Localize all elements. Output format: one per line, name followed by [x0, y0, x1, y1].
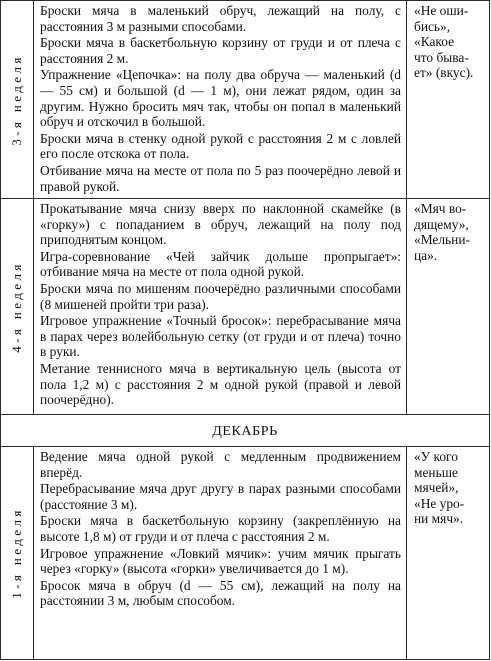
exercise-item: Игра-соревнование «Чей зайчик дольше пропрыгает»: отбивание мяча на месте от пола одной рукой.: [40, 248, 401, 280]
week-cell: [1, 447, 34, 660]
exercises-cell: [34, 199, 407, 415]
week-cell: [1, 1, 34, 199]
exercise-item: Броски мяча в баскетбольную корзину (закреплённую на высоте 1,8 м) от груди и от плеча с расстояния 2 м.: [40, 513, 401, 544]
games-cell: [407, 199, 490, 415]
exercise-item: Броски мяча в стенку одной рукой с расстояния 2 м с ловлей его после отскока от пола.: [40, 130, 401, 162]
exercise-item: Ведение мяча одной рукой с медленным продвижением вперёд.: [40, 449, 401, 480]
exercise-item: Упражнение «Цепочка»: на полу два обруча — маленький (d — 55 см) и большой (d — 1 м), они лежат рядом, один за другим. Нужно бросить мяч так, чтобы он попал в маленький обруч и отскочил в большой.: [40, 67, 401, 130]
games-cell: [407, 447, 490, 660]
table-row: [1, 199, 490, 415]
week-label: 3-я неделя: [9, 53, 24, 146]
exercise-item: Метание теннисного мяча в вертикальную цель (высота от пола 1,2 м) с расстояния 2 м одной рукой (правой и левой поочерёдно).: [40, 360, 401, 408]
exercise-item: Перебрасывание мяча друг другу в парах разными способами (расстояние 3 м).: [40, 481, 401, 512]
exercise-item: Отбивание мяча на месте от пола по 5 раз поочерёдно левой и правой рукой.: [40, 162, 401, 194]
exercise-item: Броски мяча в баскетбольную корзину от груди и от плеча с расстояния 2 м.: [40, 35, 401, 66]
games-text: «Мяч во- дящему», «Мельни- ца».: [414, 201, 470, 263]
month-row: [1, 415, 490, 447]
exercises-cell: [34, 447, 407, 660]
exercise-item: Бросок мяча в обруч (d — 55 см), лежащий на полу на расстоянии 3 м, любым способом.: [40, 577, 401, 609]
exercise-item: Броски мяча в маленький обруч, лежащий на полу, с расстояния 3 м разными способами.: [40, 3, 401, 34]
table-row: [1, 447, 490, 660]
exercise-item: Броски мяча по мишеням поочерёдно различными способами (8 мишеней пройти три раза).: [40, 280, 401, 312]
month-cell: [1, 415, 490, 447]
exercises-cell: [34, 1, 407, 199]
table-row: [1, 1, 490, 199]
week-label: 1-я неделя: [9, 507, 24, 599]
exercise-item: Игровое упражнение «Ловкий мячик»: учим мячик прыгать через «горку» (высота «горки» увеличивается до 1 м).: [40, 545, 401, 577]
games-cell: [407, 1, 490, 199]
exercise-item: Игровое упражнение «Точный бросок»: перебрасывание мяча в парах через волейбольную сетку (от груди и от плеча) точно в руки.: [40, 313, 401, 360]
week-cell: [1, 199, 34, 415]
games-text: «У кого меньше мячей», «Не уро- ни мяч».: [414, 449, 465, 527]
exercise-item: Прокатывание мяча снизу вверх по наклонной скамейке (в «горку») с попаданием в обруч, лежащий на полу под приподнятым концом.: [40, 201, 401, 248]
month-title: ДЕКАБРЬ: [212, 423, 278, 439]
week-label: 4-я неделя: [9, 260, 24, 353]
games-text: «Не оши- бись», «Какое что быва- ет» (вкус).: [414, 3, 474, 81]
